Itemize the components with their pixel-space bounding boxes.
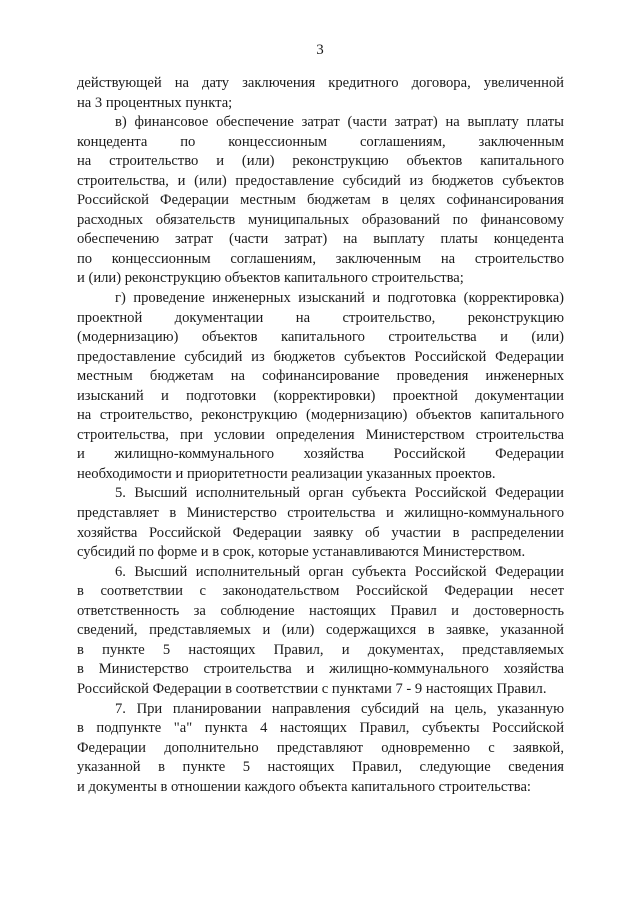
text-line: строительства, при условии определения Министерством строительства: [77, 426, 564, 443]
text-line: представляет в Министерство строительства и жилищно-коммунального: [77, 505, 564, 522]
document-body: [77, 74, 564, 797]
text-line: и (или) реконструкцию объектов капитального строительства;: [77, 270, 464, 287]
page-number: 3: [316, 42, 324, 58]
text-line: сведений, представляемых и (или) содержащихся в заявке, указанной: [77, 622, 564, 639]
text-line: по концессионным соглашениям, заключенным на строительство: [77, 250, 564, 267]
text-line: Федерации дополнительно представляют одновременно с заявкой,: [77, 739, 564, 756]
text-line: в) финансовое обеспечение затрат (части затрат) на выплату платы: [115, 114, 564, 131]
paragraph-continuation: [77, 74, 564, 113]
paragraph-item-7: [77, 700, 564, 798]
text-line: Российской Федерации местным бюджетам в целях софинансирования: [77, 192, 564, 209]
text-line: на строительство и (или) реконструкцию объектов капитального: [77, 153, 564, 170]
text-line: 5. Высший исполнительный орган субъекта Российской Федерации: [115, 485, 564, 502]
text-line: на строительство, реконструкцию (модернизацию) объектов капитального: [77, 407, 564, 424]
text-line: обеспечению затрат (части затрат) на выплату платы концедента: [77, 231, 564, 248]
text-line: указанной в пункте 5 настоящих Правил, следующие сведения: [77, 759, 564, 776]
text-line: субсидий по форме и в срок, которые устанавливаются Министерством.: [77, 544, 526, 561]
text-line: на 3 процентных пункта;: [77, 94, 233, 111]
text-line: и документы в отношении каждого объекта капитального строительства:: [77, 778, 531, 795]
text-line: необходимости и приоритетности реализации указанных проектов.: [77, 465, 496, 482]
paragraph-item-6: [77, 563, 564, 700]
text-line: в подпункте "а" пункта 4 настоящих Правил, субъекты Российской: [77, 720, 564, 737]
text-line: ответственность за соблюдение настоящих Правил и достоверность: [77, 602, 564, 619]
text-line: и жилищно-коммунального хозяйства Российской Федерации: [77, 446, 564, 463]
text-line: действующей на дату заключения кредитного договора, увеличенной: [77, 75, 564, 91]
paragraph-item-5: [77, 484, 564, 562]
text-line: 7. При планировании направления субсидий на цель, указанную: [115, 700, 564, 717]
text-line: 6. Высший исполнительный орган субъекта Российской Федерации: [115, 563, 564, 580]
text-line: Российской Федерации в соответствии с пунктами 7 - 9 настоящих Правил.: [77, 680, 547, 697]
text-line: местным бюджетам на софинансирование проведения инженерных: [77, 368, 564, 385]
text-line: г) проведение инженерных изысканий и подготовка (корректировка): [115, 290, 564, 307]
text-line: строительства, и (или) предоставление субсидий из бюджетов субъектов: [77, 172, 564, 189]
text-line: расходных обязательств муниципальных образований по финансовому: [77, 211, 564, 228]
text-line: предоставление субсидий из бюджетов субъектов Российской Федерации: [77, 348, 564, 365]
text-line: в пункте 5 настоящих Правил, и документах, представляемых: [77, 641, 564, 658]
paragraph-item-v: [77, 113, 564, 289]
text-line: в Министерство строительства и жилищно-коммунального хозяйства: [77, 661, 564, 678]
text-line: хозяйства Российской Федерации заявку об участии в распределении: [77, 524, 564, 541]
paragraph-item-g: [77, 289, 564, 484]
text-line: концедента по концессионным соглашениям, заключенным: [77, 133, 564, 150]
text-line: изысканий и подготовки (корректировки) проектной документации: [77, 387, 564, 404]
text-line: проектной документации на строительство, реконструкцию: [77, 309, 564, 326]
text-line: в соответствии с законодательством Российской Федерации несет: [77, 583, 564, 600]
text-line: (модернизацию) объектов капитального строительства и (или): [77, 329, 564, 346]
